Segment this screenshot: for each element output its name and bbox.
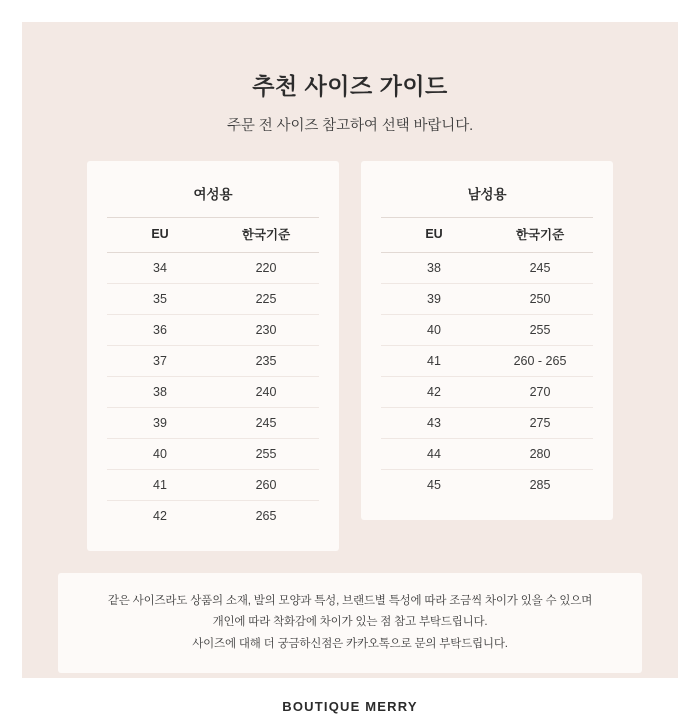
womens-size-table-card — [87, 161, 339, 551]
table-row — [107, 284, 319, 315]
cell-eu: 40 — [107, 439, 213, 470]
womens-table-title: 여성용 — [193, 187, 233, 202]
cell-kr: 245 — [487, 253, 593, 284]
cell-kr: 255 — [487, 315, 593, 346]
cell-kr: 255 — [213, 439, 319, 470]
cell-kr: 225 — [213, 284, 319, 315]
notice-box — [58, 573, 642, 673]
cell-eu: 39 — [381, 284, 487, 315]
cell-kr: 265 — [255, 509, 277, 523]
cell-eu: 39 — [107, 408, 213, 439]
cell-kr: 285 — [529, 478, 551, 492]
womens-size-table — [107, 217, 319, 531]
table-row — [107, 253, 319, 284]
table-row — [381, 253, 593, 284]
cell-eu: 42 — [381, 377, 487, 408]
table-row — [381, 315, 593, 346]
size-tables-container — [58, 161, 642, 551]
cell-eu: 44 — [381, 439, 487, 470]
cell-kr: 250 — [487, 284, 593, 315]
table-row — [381, 377, 593, 408]
table-row — [381, 346, 593, 377]
cell-eu: 40 — [381, 315, 487, 346]
page-title: 추천 사이즈 가이드 — [252, 73, 448, 99]
notice-line-2: 개인에 따라 착화감에 차이가 있는 점 참고 부탁드립니다. — [212, 616, 488, 629]
cell-eu: 35 — [107, 284, 213, 315]
table-row — [107, 501, 319, 532]
table-row — [381, 284, 593, 315]
table-row — [107, 346, 319, 377]
column-header-eu: EU — [107, 218, 213, 253]
table-header-row — [107, 218, 319, 253]
cell-kr: 275 — [487, 408, 593, 439]
table-row — [107, 377, 319, 408]
brand-name: BOUTIQUE MERRY — [282, 698, 418, 714]
notice-line-3: 사이즈에 대해 더 궁금하신점은 카카오톡으로 문의 부탁드립니다. — [192, 637, 508, 650]
cell-kr: 230 — [213, 315, 319, 346]
table-row — [107, 315, 319, 346]
table-row — [381, 470, 593, 501]
cell-eu: 42 — [153, 509, 167, 523]
cell-eu: 34 — [107, 253, 213, 284]
table-row — [381, 439, 593, 470]
column-header-kr: 한국기준 — [487, 218, 593, 253]
cell-eu: 37 — [107, 346, 213, 377]
mens-size-table-card — [361, 161, 613, 520]
cell-kr: 220 — [213, 253, 319, 284]
column-header-eu: EU — [381, 218, 487, 253]
table-row — [107, 408, 319, 439]
cell-kr: 245 — [213, 408, 319, 439]
table-row — [107, 439, 319, 470]
table-row — [381, 408, 593, 439]
cell-kr: 235 — [213, 346, 319, 377]
cell-kr: 260 - 265 — [487, 346, 593, 377]
cell-kr: 280 — [487, 439, 593, 470]
cell-eu: 38 — [107, 377, 213, 408]
cell-kr: 240 — [213, 377, 319, 408]
cell-kr: 260 — [213, 470, 319, 501]
notice-line-1: 같은 사이즈라도 상품의 소재, 발의 모양과 특성, 브랜드별 특성에 따라 조금씩 차이가 있을 수 있으며 — [107, 595, 593, 607]
mens-table-title: 남성용 — [467, 187, 507, 202]
cell-eu: 41 — [107, 470, 213, 501]
table-row — [107, 470, 319, 501]
cell-eu: 36 — [107, 315, 213, 346]
column-header-kr: 한국기준 — [213, 218, 319, 253]
page-subtitle: 주문 전 사이즈 참고하여 선택 바랍니다. — [226, 118, 474, 134]
cell-eu: 38 — [381, 253, 487, 284]
table-header-row — [381, 218, 593, 253]
size-guide-card — [22, 22, 678, 714]
cell-eu: 45 — [427, 478, 441, 492]
cell-eu: 41 — [381, 346, 487, 377]
cell-eu: 43 — [381, 408, 487, 439]
mens-size-table — [381, 217, 593, 500]
cell-kr: 270 — [487, 377, 593, 408]
